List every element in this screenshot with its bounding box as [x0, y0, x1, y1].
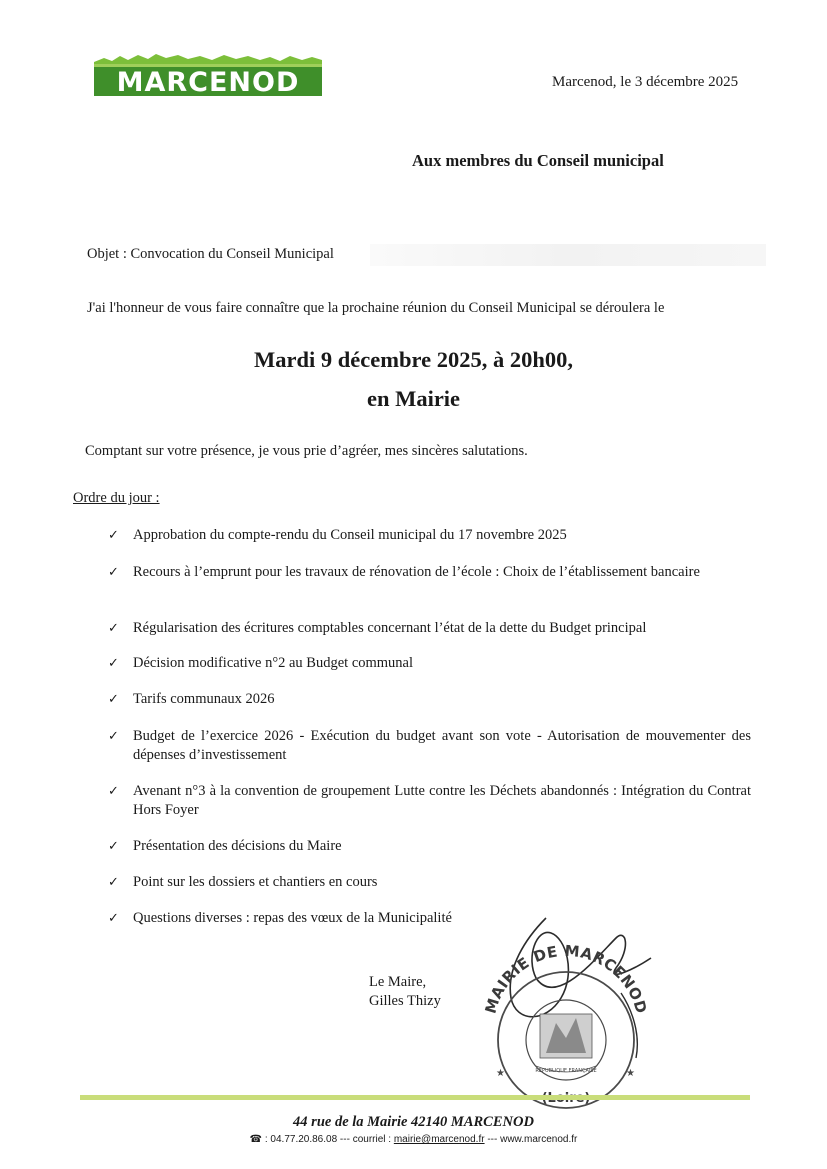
check-icon: ✓	[108, 565, 119, 580]
agenda-item	[108, 727, 751, 765]
check-icon: ✓	[108, 875, 119, 890]
svg-text:REPUBLIQUE FRANÇAISE: REPUBLIQUE FRANÇAISE	[535, 1068, 597, 1074]
intro-paragraph: J'ai l'honneur de vous faire connaître que la prochaine réunion du Conseil Municipal se déroulera le	[87, 300, 665, 316]
check-icon: ✓	[108, 621, 119, 636]
marcenod-logo	[90, 52, 326, 98]
agenda-item-text: Recours à l’emprunt pour les travaux de rénovation de l’école : Choix de l’établissement bancaire	[133, 564, 700, 580]
agenda-item	[108, 526, 751, 545]
meeting-place: en Mairie	[366, 386, 461, 411]
agenda-title: Ordre du jour :	[73, 490, 160, 506]
agenda-item	[108, 782, 751, 820]
subject-shading	[370, 244, 766, 266]
mayor-title: Le Maire,	[369, 974, 427, 990]
footer-address: 44 rue de la Mairie 42140 MARCENOD	[293, 1114, 534, 1130]
mayor-name: Gilles Thizy	[369, 993, 441, 1009]
phone-label: ☎ : 04.77.20.86.08 --- courriel :	[249, 1134, 394, 1145]
check-icon: ✓	[108, 528, 119, 543]
check-icon: ✓	[108, 692, 119, 707]
check-icon: ✓	[108, 784, 119, 799]
recipient: Aux membres du Conseil municipal	[412, 151, 664, 170]
closing-sentence: Comptant sur votre présence, je vous prie d’agréer, mes sincères salutations.	[85, 443, 528, 459]
agenda-item-text: Point sur les dossiers et chantiers en cours	[133, 874, 378, 890]
svg-text:★: ★	[496, 1068, 505, 1079]
subject-line: Objet : Convocation du Conseil Municipal	[87, 246, 334, 262]
agenda-item	[108, 873, 751, 892]
agenda-item	[108, 654, 751, 673]
website-text: --- www.marcenod.fr	[484, 1134, 578, 1145]
agenda-item	[108, 690, 751, 709]
svg-text:MARCENOD: MARCENOD	[116, 67, 300, 98]
check-icon: ✓	[108, 839, 119, 854]
svg-text:MAIRIE DE MARCENOD: MAIRIE DE MARCENOD	[481, 941, 651, 1016]
letter-date: Marcenod, le 3 décembre 2025	[552, 74, 739, 90]
email-link[interactable]: mairie@marcenod.fr	[393, 1134, 485, 1145]
agenda-item-text: Budget de l’exercice 2026 - Exécution du budget avant son vote - Autorisation de mouvementer des dépenses d’investissement	[133, 728, 751, 763]
meeting-date: Mardi 9 décembre 2025, à 20h00,	[254, 347, 573, 372]
agenda-item-text: Tarifs communaux 2026	[133, 691, 275, 707]
check-icon: ✓	[108, 911, 119, 926]
svg-text:★: ★	[626, 1068, 635, 1079]
mairie-seal	[466, 898, 666, 1118]
footer-divider	[80, 1095, 750, 1100]
footer-contact	[0, 1134, 827, 1145]
agenda-item-text: Présentation des décisions du Maire	[133, 838, 342, 854]
agenda-item	[108, 563, 751, 582]
agenda-item	[108, 619, 751, 638]
agenda-item-text: Décision modificative n°2 au Budget communal	[133, 655, 414, 671]
agenda-item-text: Questions diverses : repas des vœux de la Municipalité	[133, 910, 452, 926]
agenda-item-text: Avenant n°3 à la convention de groupement Lutte contre les Déchets abandonnés : Intégration du Contrat Hors Foyer	[133, 783, 751, 818]
check-icon: ✓	[108, 656, 119, 671]
check-icon: ✓	[108, 729, 119, 744]
agenda-item	[108, 837, 751, 856]
agenda-item-text: Approbation du compte-rendu du Conseil municipal du 17 novembre 2025	[133, 527, 567, 543]
agenda-item-text: Régularisation des écritures comptables concernant l’état de la dette du Budget principal	[133, 620, 647, 636]
